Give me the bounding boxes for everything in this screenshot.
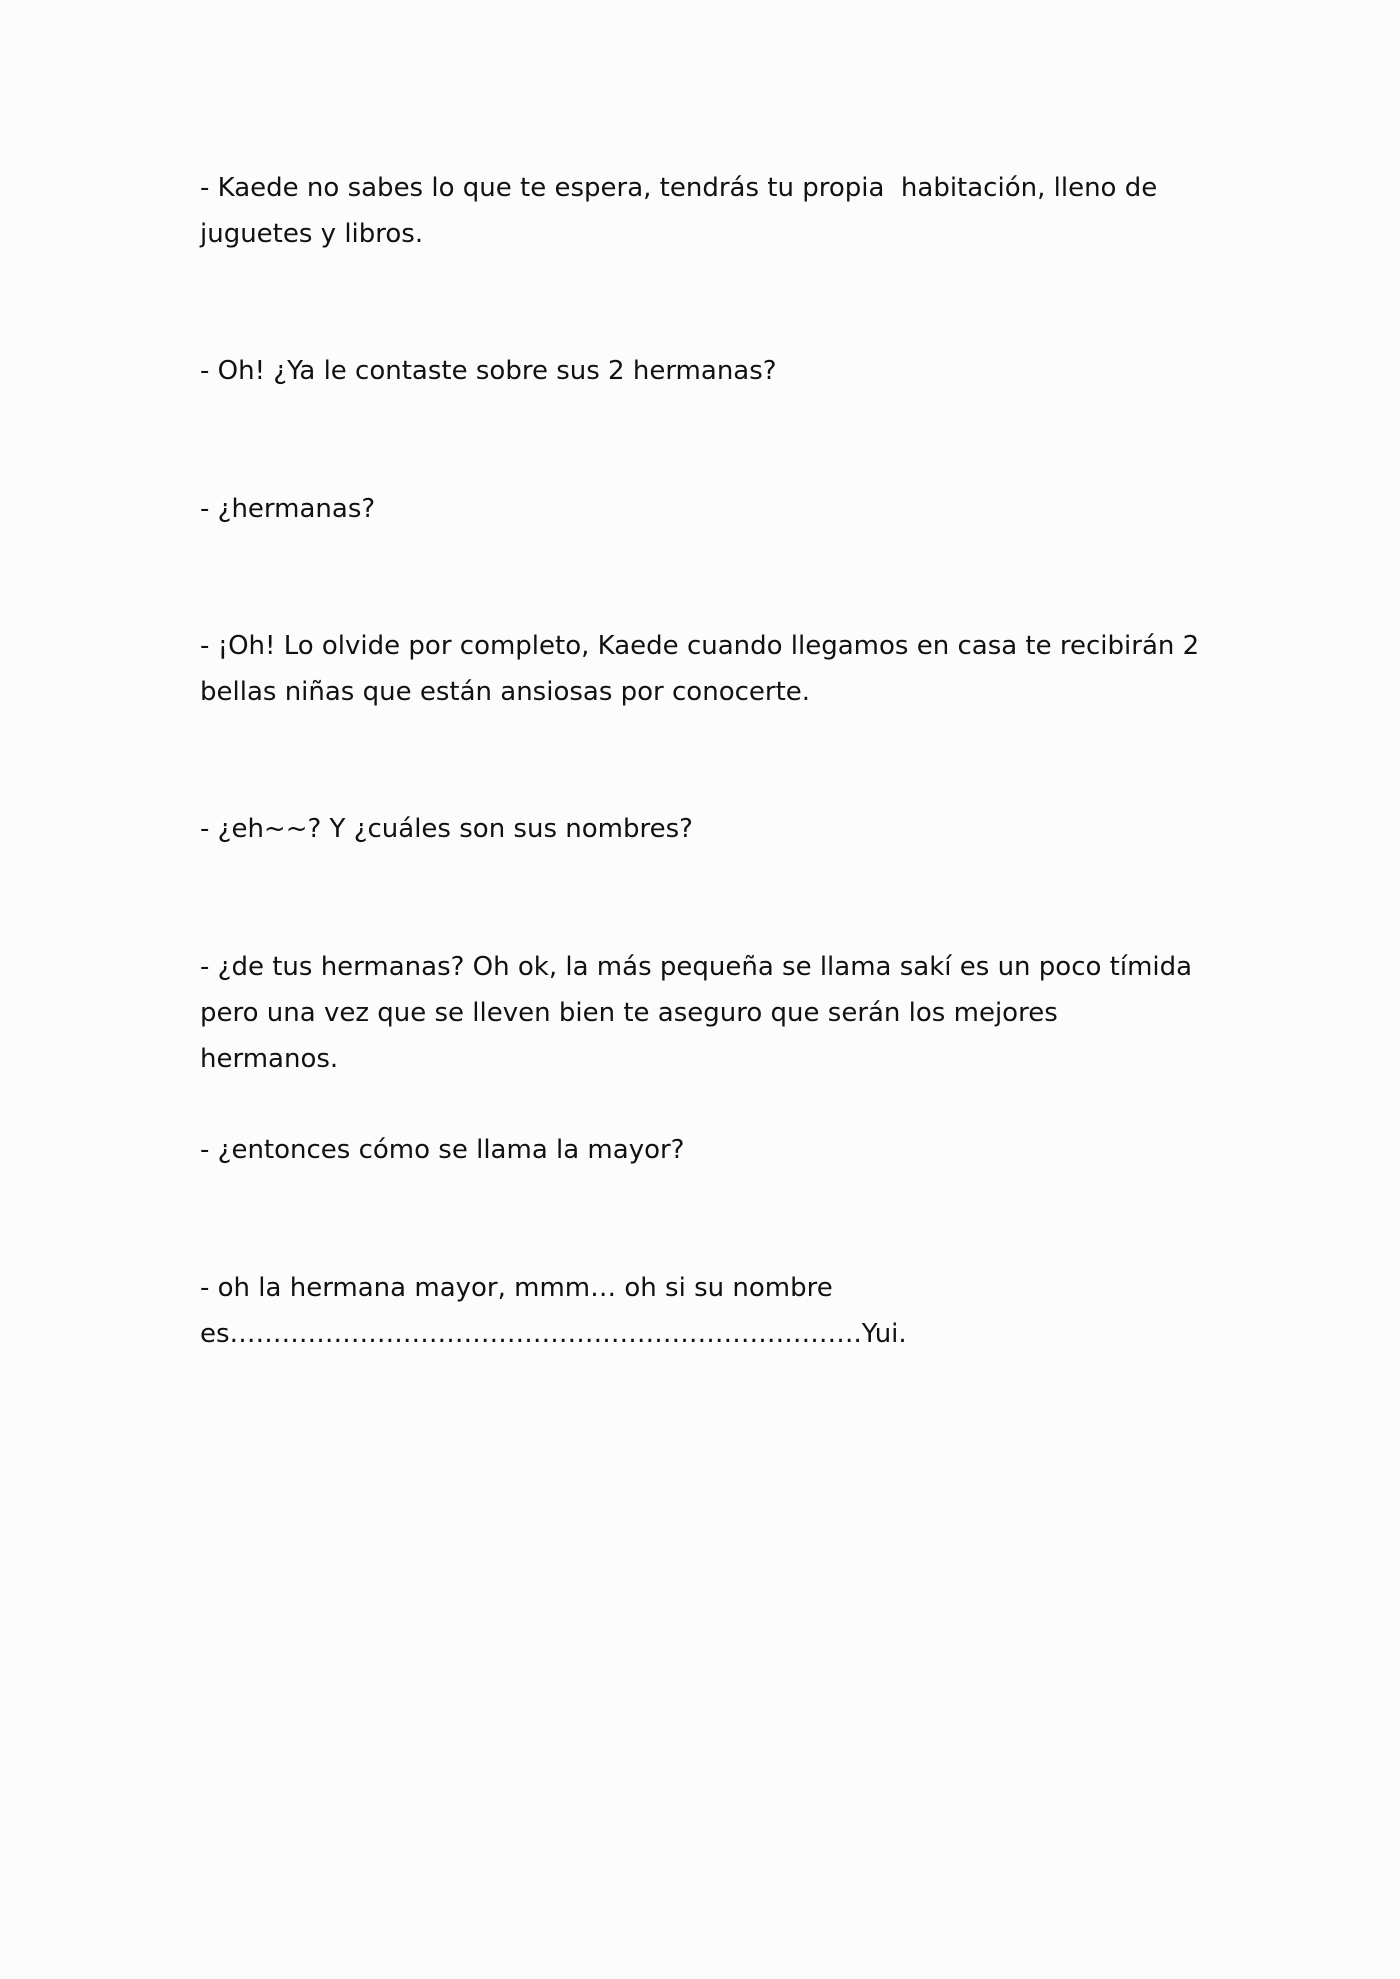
text-line: - ¿de tus hermanas? Oh ok, la más pequeña se llama sakí es un poco tímida (200, 952, 1193, 982)
text-line: - Kaede no sabes lo que te espera, tendrás tu propia habitación, lleno de (200, 173, 1158, 203)
text-line: juguetes y libros. (200, 219, 424, 249)
text-line: - Oh! ¿Ya le contaste sobre sus 2 hermanas? (200, 356, 777, 386)
text-line: - ¿entonces cómo se llama la mayor? (200, 1135, 685, 1165)
dialogue-paragraph (200, 623, 1200, 715)
dialogue-paragraph (200, 1265, 1200, 1357)
dialogue-paragraph (200, 944, 1200, 1082)
dialogue-paragraph (200, 348, 1200, 394)
text-line: - ¿eh~~? Y ¿cuáles son sus nombres? (200, 814, 693, 844)
text-line: - oh la hermana mayor, mmm… oh si su nombre (200, 1273, 833, 1303)
text-line: es……………………………………………………………….Yui. (200, 1319, 907, 1349)
text-line: - ¿hermanas? (200, 494, 376, 524)
dialogue-paragraph (200, 806, 1200, 852)
dialogue-paragraph (200, 486, 1200, 532)
dialogue-paragraph (200, 1127, 1200, 1173)
text-line: pero una vez que se lleven bien te aseguro que serán los mejores hermanos. (200, 998, 1066, 1074)
text-line: - ¡Oh! Lo olvide por completo, Kaede cuando llegamos en casa te recibirán 2 (200, 631, 1200, 661)
text-line: bellas niñas que están ansiosas por conocerte. (200, 677, 811, 707)
dialogue-paragraph (200, 165, 1200, 257)
